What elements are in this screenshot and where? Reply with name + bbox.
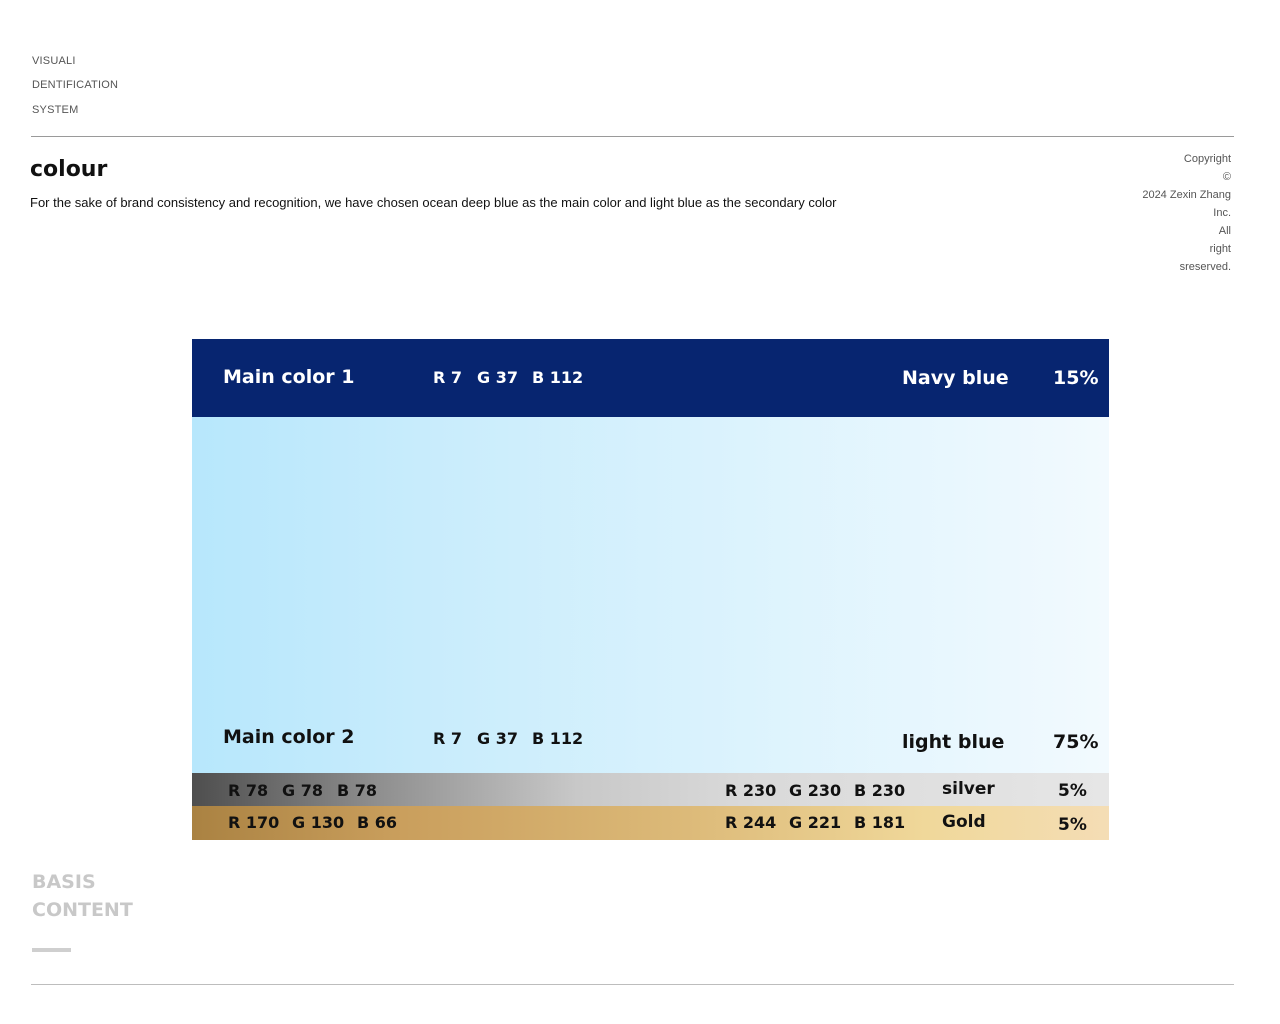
navy-name: Navy blue — [902, 367, 1009, 389]
navy-percent: 15% — [1053, 367, 1099, 389]
light-blue-g-value: G 37 — [477, 729, 518, 748]
silver-end-b-value: B 230 — [854, 781, 906, 800]
silver-start-r-value: R 78 — [228, 781, 269, 800]
copyright-notice — [1111, 150, 1231, 276]
silver-percent: 5% — [1058, 781, 1087, 801]
silver-end-g-value: G 230 — [789, 781, 842, 800]
top-divider — [31, 136, 1234, 137]
copyright-line: All — [1218, 225, 1231, 237]
gold-name: Gold — [942, 812, 986, 832]
gold-end-b-value: B 181 — [854, 813, 906, 832]
navy-r-value: R 7 — [433, 368, 463, 387]
gold-end-g-value: G 221 — [789, 813, 842, 832]
light-blue-r-value: R 7 — [433, 729, 463, 748]
basis-line-2: CONTENT — [32, 899, 133, 921]
basis-line-1: BASIS — [32, 871, 96, 893]
copyright-line: sreserved. — [1179, 261, 1231, 273]
gold-percent: 5% — [1058, 815, 1087, 835]
silver-color-swatch — [192, 773, 1109, 806]
silver-name: silver — [942, 779, 995, 799]
light-blue-b-value: B 112 — [532, 729, 584, 748]
brand-line-1: VISUALI — [32, 55, 76, 67]
silver-start-b-value: B 78 — [337, 781, 378, 800]
gold-start-r-value: R 170 — [228, 813, 280, 832]
basis-content-heading — [32, 868, 133, 924]
navy-label: Main color 1 — [223, 366, 355, 388]
color-palette-panel — [192, 339, 1109, 840]
section-title: colour — [30, 157, 108, 182]
silver-start-g-value: G 78 — [282, 781, 323, 800]
section-description: For the sake of brand consistency and recognition, we have chosen ocean deep blue as the main color and light blue as the secondary color — [30, 195, 837, 210]
copyright-line: 2024 Zexin Zhang — [1142, 189, 1231, 201]
gold-start-g-value: G 130 — [292, 813, 345, 832]
light-blue-color-swatch — [192, 417, 1109, 773]
bottom-divider — [31, 984, 1234, 985]
brand-line-2: DENTIFICATION — [32, 79, 119, 91]
navy-color-swatch — [192, 339, 1109, 417]
light-blue-name: light blue — [902, 731, 1005, 753]
silver-end-r-value: R 230 — [725, 781, 777, 800]
navy-g-value: G 37 — [477, 368, 518, 387]
gold-start-b-value: B 66 — [357, 813, 398, 832]
gold-color-swatch — [192, 806, 1109, 840]
light-blue-percent: 75% — [1053, 731, 1099, 753]
copyright-line: Inc. — [1213, 207, 1231, 219]
basis-accent-bar — [32, 948, 71, 952]
light-blue-label: Main color 2 — [223, 726, 355, 748]
gold-end-r-value: R 244 — [725, 813, 777, 832]
copyright-line: right — [1209, 243, 1231, 255]
brand-line-3: SYSTEM — [32, 104, 79, 116]
navy-b-value: B 112 — [532, 368, 584, 387]
copyright-line: Copyright — [1183, 153, 1231, 165]
copyright-line: © — [1222, 171, 1231, 183]
